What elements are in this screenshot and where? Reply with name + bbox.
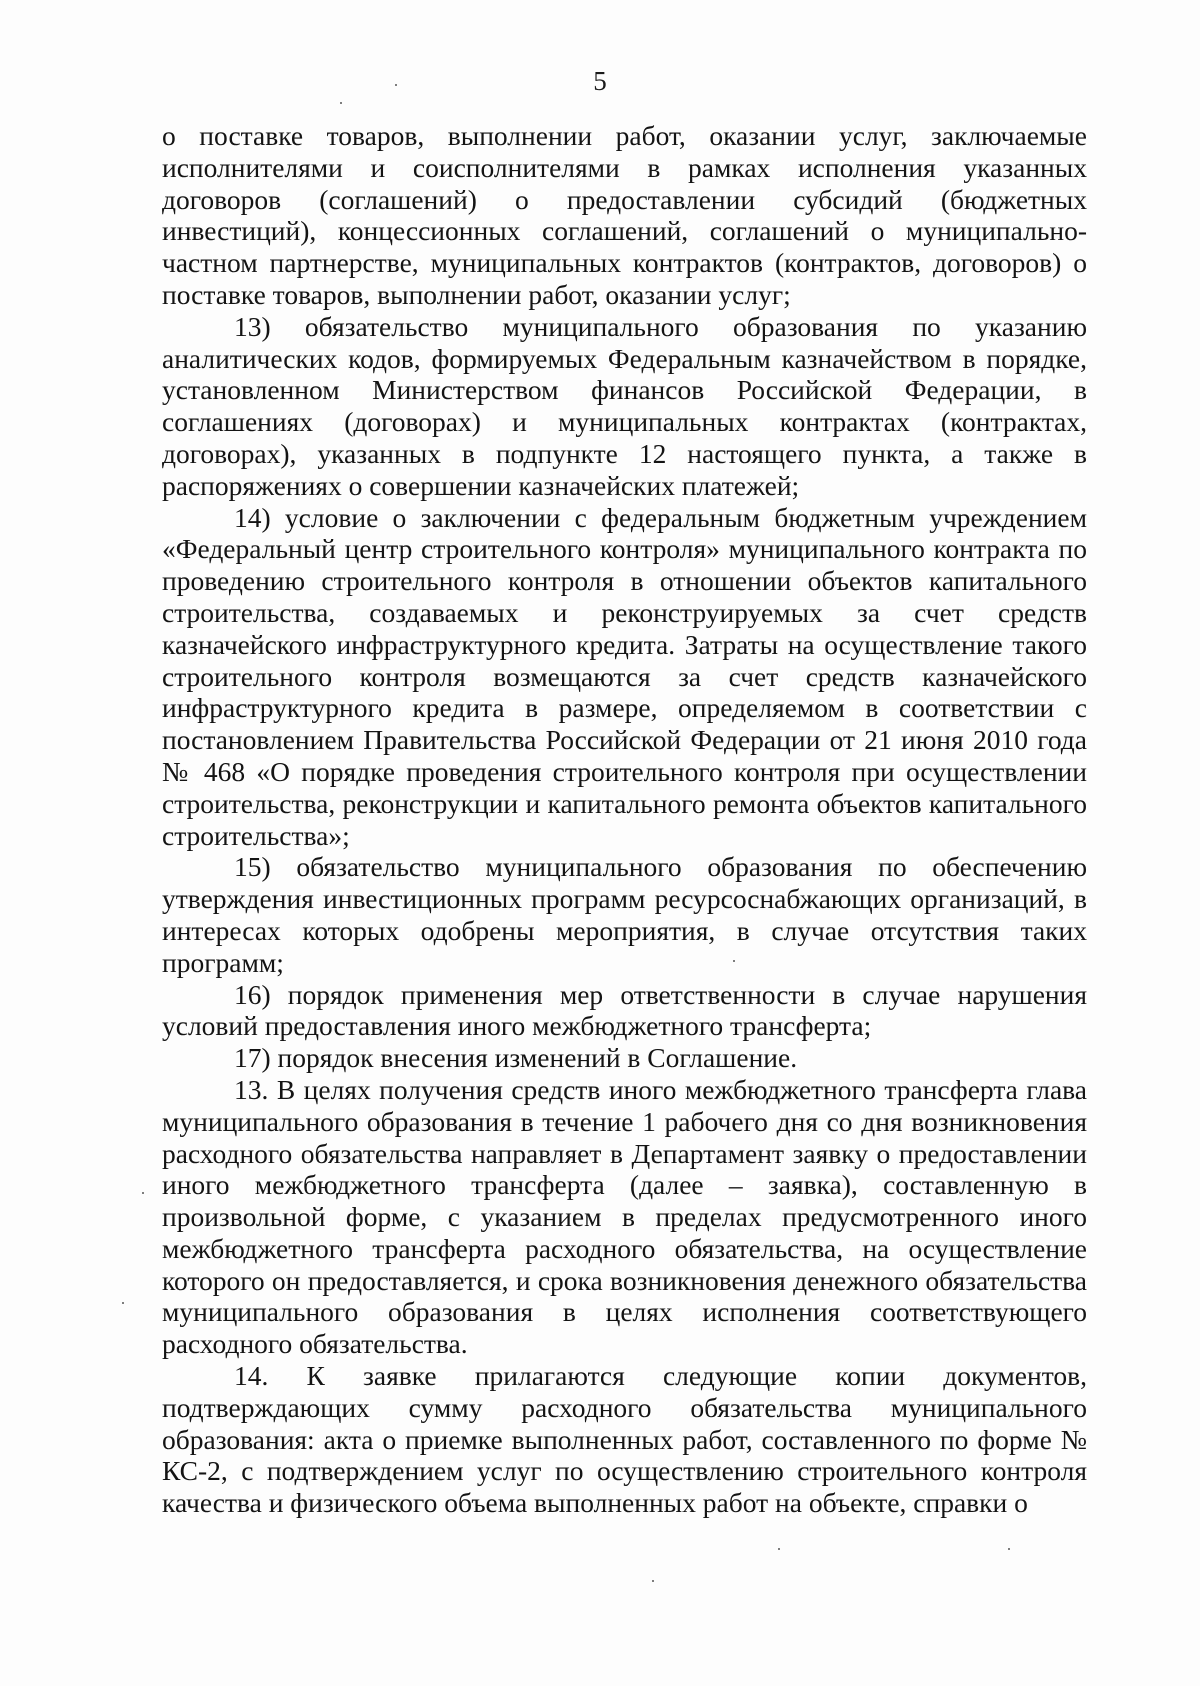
scan-speck (652, 1580, 654, 1582)
page-number: 5 (593, 66, 607, 96)
document-body (162, 120, 1087, 1519)
paragraph-clause-13: 13. В целях получения средств иного межбюджетного трансферта глава муниципального образования в течение 1 рабочего дня со дня возникновения расходного обязательства направляет в Департамент заявку о предоставлении иного межбюджетного трансферта (далее – заявка), составленную в произвольной форме, с указанием в пределах предусмотренного иного межбюджетного трансферта расходного обязательства, на осуществление которого он предоставляется, и срока возникновения денежного обязательства муниципального образования в целях исполнения соответствующего расходного обязательства. (162, 1073, 1087, 1360)
paragraph-item-17: 17) порядок внесения изменений в Соглашение. (234, 1042, 798, 1074)
scan-speck (142, 1192, 144, 1194)
paragraph-item-14: 14) условие о заключении с федеральным бюджетным учреждением «Федеральный центр строительного контроля» муниципального контракта по проведению строительного контроля в отношении объектов капитального строительства, создаваемых и реконструируемых за счет средств казначейского инфраструктурного кредита. Затраты на осуществление такого строительного контроля возмещаются за счет средств казначейского инфраструктурного кредита в размере, определяемом в соответствии с постановлением Правительства Российской Федерации от 21 июня 2010 года № 468 «О порядке проведения строительного контроля при осуществлении строительства, реконструкции и капитального ремонта объектов капитального строительства»; (162, 501, 1087, 851)
scan-speck (122, 1302, 124, 1304)
paragraph-continuation: о поставке товаров, выполнении работ, оказании услуг, заключаемые исполнителями и соисполнителями в рамках исполнения указанных договоров (соглашений) о предоставлении субсидий (бюджетных инвестиций), концессионных соглашений, соглашений о муниципально-частном партнерстве, муниципальных контрактов (контрактов, договоров) о поставке товаров, выполнении работ, оказании услуг; (162, 120, 1087, 310)
paragraph-item-13: 13) обязательство муниципального образования по указанию аналитических кодов, формируемых Федеральным казначейством в порядке, установленном Министерством финансов Российской Федерации, в соглашениях (договорах) и муниципальных контрактах (контрактах, договорах), указанных в подпункте 12 настоящего пункта, а также в распоряжениях о совершении казначейских платежей; (162, 310, 1087, 501)
scan-speck (778, 1548, 780, 1550)
paragraph-item-16: 16) порядок применения мер ответственности в случае нарушения условий предоставления иного межбюджетного трансферта; (162, 978, 1087, 1042)
scan-speck (340, 102, 342, 104)
paragraph-clause-14: 14. К заявке прилагаются следующие копии документов, подтверждающих сумму расходного обязательства муниципального образования: акта о приемке выполненных работ, составленного по форме № КС-2, с подтверждением услуг по осуществлению строительного контроля качества и физического объема выполненных работ на объекте, справки о (162, 1360, 1087, 1519)
paragraph-item-15: 15) обязательство муниципального образования по обеспечению утверждения инвестиционных программ ресурсоснабжающих организаций, в интересах которых одобрены мероприятия, в случае отсутствия таких программ; (162, 851, 1087, 978)
scan-speck (733, 960, 735, 962)
scan-speck (1008, 1548, 1010, 1550)
scan-speck (395, 84, 397, 86)
